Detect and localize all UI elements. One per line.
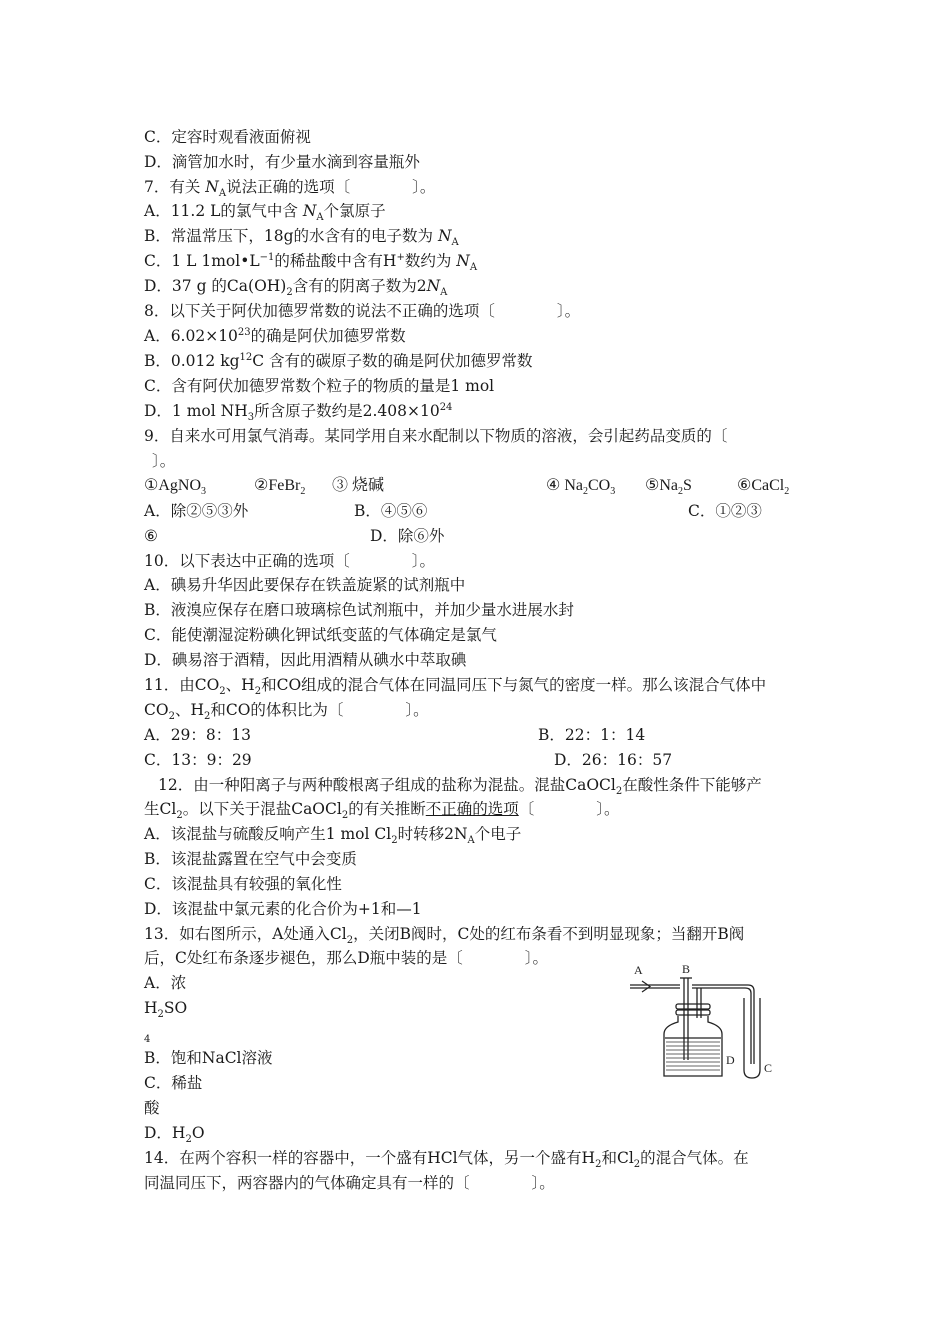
diagram-label-c: C [764, 1061, 773, 1075]
q9-option-c-wrap: ⑥ [144, 527, 158, 545]
q7-option-a: A．11.2 L的氯气中含 $N_A$个氯原子 [144, 202, 386, 224]
q8-option-c: C．含有阿伏加德罗常数个粒子的物质的量是1 mol [144, 377, 495, 395]
q8-stem: 8．以下关于阿伏加德罗常数的说法不正确的选项〔 〕。 [144, 302, 581, 320]
q9-substance-4: ④ $Na_2CO_3$ [546, 477, 616, 498]
q13-option-c: C．稀盐 [144, 1074, 203, 1092]
q13-option-c-wrap: 酸 [144, 1099, 160, 1117]
q9-stem-cont: 〕。 [152, 452, 176, 470]
q7-option-d: D．37 g 的$Ca(OH)_2$含有的阴离子数为$2N_A$ [144, 277, 448, 299]
q10-option-b: B．液溴应保存在磨口玻璃棕色试剂瓶中，并加少量水进展水封 [144, 601, 574, 619]
diagram-label-a: A [634, 963, 643, 977]
q8-option-a: A．$6.02\times 10^{23}$的确是阿伏加德罗常数 [144, 326, 406, 345]
q13-option-b: B．饱和NaCl溶液 [144, 1049, 273, 1067]
q6-option-c: C．定容时观看液面俯视 [144, 128, 311, 146]
diagram-label-b: B [682, 962, 691, 976]
q7-stem: 7．有关 $N_A$说法正确的选项〔 〕。 [144, 178, 436, 200]
q8-option-d: D．1 mol $NH_3$所含原子数约是$2.408\times 10^{24}$ [144, 401, 453, 424]
q10-option-d: D．碘易溶于酒精，因此用酒精从碘水中萃取碘 [144, 651, 467, 669]
q11-option-c: C．13：9：29 [144, 751, 252, 769]
q9-substance-6: ⑥CaCl$_2$ [737, 477, 790, 498]
q14-stem-cont: 同温同压下，两容器内的气体确定具有一样的〔 〕。 [144, 1174, 555, 1192]
q12-option-c: C．该混盐具有较强的氧化性 [144, 875, 342, 893]
q7-option-b: B．常温常压下，18g的水含有的电子数为 $N_A$ [144, 227, 459, 249]
q12-option-b: B．该混盐露置在空气中会变质 [144, 850, 357, 868]
q9-substance-2: ②FeBr$_2$ [254, 477, 306, 498]
q12-option-d: D．该混盐中氯元素的化合价为+1和—1 [144, 900, 422, 918]
diagram-label-d: D [726, 1053, 735, 1067]
q14-stem: 14．在两个容积一样的容器中，一个盛有HCl气体，另一个盛有$H_2$和$Cl_2$的混合气体。在 [144, 1149, 749, 1171]
q13-option-a: A．浓 [144, 974, 187, 992]
q10-stem: 10．以下表达中正确的选项〔 〕。 [144, 552, 435, 570]
q11-option-b: B．22：1：14 [538, 726, 646, 744]
q12-stem: 12．由一种阳离子与两种酸根离子组成的盐称为混盐。混盐CaOCl$_2$在酸性条件下能够产 [158, 776, 762, 798]
q9-option-b: B．④⑤⑥ [354, 502, 428, 520]
q9-substance-1: ①AgNO$_3$ [144, 477, 207, 498]
q9-substance-5: $⑤Na_2S$ [645, 477, 692, 498]
q13-option-a-subscript: 4 [144, 1034, 151, 1045]
q9-option-c: C．①②③ [688, 502, 762, 520]
q11-stem-cont: $CO_2$、$H_2$和CO的体积比为〔 〕。 [144, 701, 429, 723]
q9-option-a: A．除②⑤③外 [144, 502, 249, 520]
q11-option-d: D．26：16：57 [554, 751, 673, 769]
q11-option-a: A．29：8：13 [144, 726, 252, 744]
q13-option-a-formula: $H_2SO$ [144, 999, 188, 1021]
q7-option-c: C．1 L $1mol•L^{-1}$的稀盐酸中含有H+数约为 $N_A$ [144, 251, 478, 274]
q8-option-b: B．0.012 $kg^{12}C$ 含有的碳原子数的确是阿伏加德罗常数 [144, 351, 533, 370]
q6-option-d: D．滴管加水时，有少量水滴到容量瓶外 [144, 153, 420, 171]
q9-option-d: D．除⑥外 [370, 527, 445, 545]
q12-option-a: A．该混盐与硫酸反响产生1 mol $Cl_2$时转移$2N_A$个电子 [144, 825, 522, 847]
q11-stem: 11．由$CO_2$、$H_2$和CO组成的混合气体在同温同压下与氮气的密度一样。那么该混合气体中 [144, 676, 767, 698]
q9-substance-3: ③ 烧碱 [332, 477, 385, 494]
q13-stem: 13．如右图所示，A处通入$Cl_2$，关闭B阀时，C处的红布条看不到明显现象；当翻开B阀 [144, 925, 745, 947]
q10-option-a: A．碘易升华因此要保存在铁盖旋紧的试剂瓶中 [144, 576, 466, 594]
q9-stem: 9．自来水可用氯气消毒。某同学用自来水配制以下物质的溶液，会引起药品变质的〔 [144, 427, 728, 445]
gas-apparatus-diagram [628, 960, 798, 1082]
q10-option-c: C．能使潮湿淀粉碘化钾试纸变蓝的气体确定是氯气 [144, 626, 497, 644]
q12-stem-cont: 生$Cl_2$。以下关于混盐CaOCl$_2$的有关推断不正确的选项〔 〕。 [144, 800, 620, 822]
q13-stem-cont: 后，C处红布条逐步褪色，那么D瓶中装的是〔 〕。 [144, 949, 549, 967]
q13-option-d: D．$H_2O$ [144, 1124, 205, 1146]
